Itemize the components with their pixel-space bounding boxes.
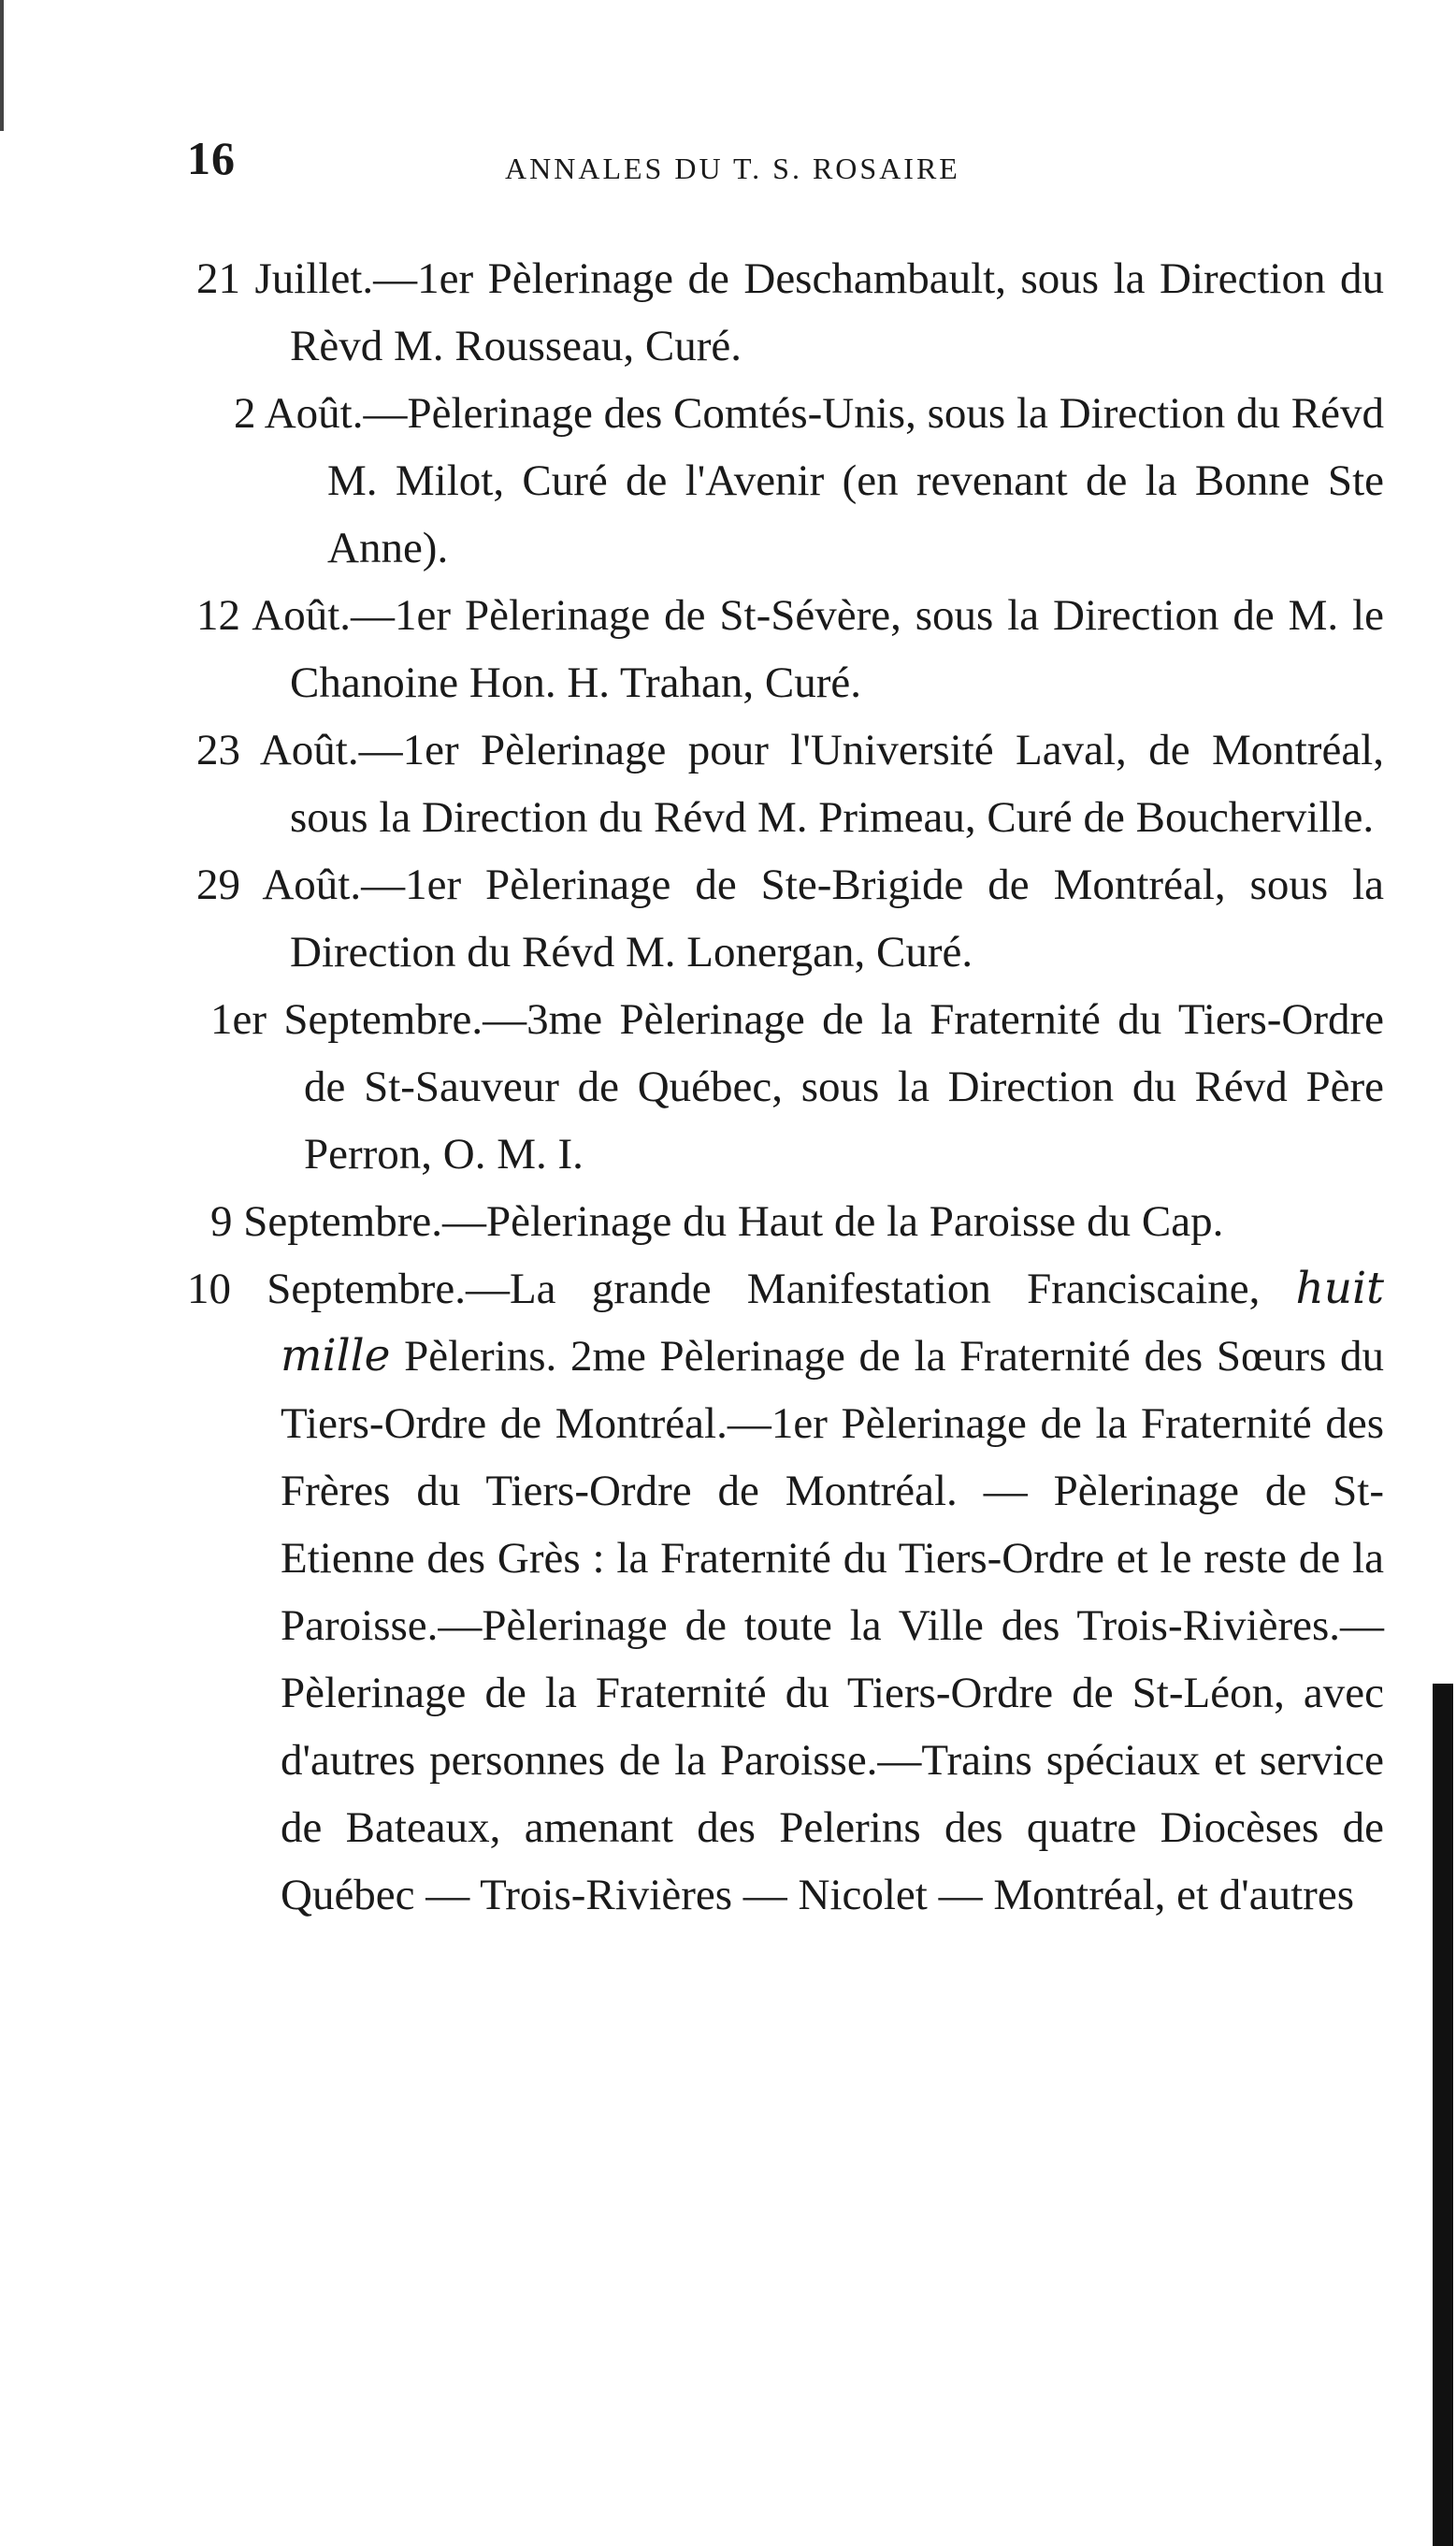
running-title: ANNALES DU T. S. ROSAIRE	[505, 152, 960, 185]
page-header	[187, 131, 1085, 196]
list-item	[192, 986, 1384, 1188]
entry-text: —1er Pèlerinage pour l'Université Laval, de Montréal, sous la Direction du Révd M. Primeau, Curé de Boucherville.	[290, 726, 1384, 842]
pilgrimage-list	[178, 245, 1384, 1929]
entry-date: 2 Août.	[234, 389, 364, 438]
entry-text: —1er Pèlerinage de Deschambault, sous la Direction du Rèvd M. Rousseau, Curé.	[290, 254, 1384, 370]
entry-text: —Pèlerinage du Haut de la Paroisse du Cap.	[442, 1197, 1224, 1246]
list-item	[215, 380, 1384, 582]
list-item	[192, 1188, 1384, 1255]
entry-text: —1er Pèlerinage de St-Sévère, sous la Direction de M. le Chanoine Hon. H. Trahan, Curé.	[290, 591, 1384, 707]
list-item	[168, 1255, 1384, 1929]
entry-date: 29 Août.	[196, 861, 362, 909]
scan-binding-shadow	[1433, 1684, 1453, 2546]
scan-edge-mark	[0, 0, 4, 131]
list-item	[178, 716, 1384, 851]
list-item	[178, 582, 1384, 716]
entry-date: 10 Septembre.	[187, 1265, 466, 1313]
entry-date: 21 Juillet.	[196, 254, 374, 303]
entry-date: 12 Août.	[196, 591, 352, 640]
entry-date: 1er Septembre.	[210, 995, 483, 1044]
entry-date: 23 Août.	[196, 726, 359, 774]
entry-date: 9 Septembre.	[210, 1197, 442, 1246]
italic-emphasis: huit mille	[281, 1263, 1384, 1381]
page-number: 16	[187, 132, 236, 184]
entry-text-after-italic: Pèlerins. 2me Pèlerinage de la Fraternité des Sœurs du Tiers-Ordre de Montréal.—1er Pèlerinage de la Fraternité des Frères du Tiers-Ordre de Montréal. — Pèlerinage de St-Etienne des Grès : la Fraternité du Tiers-Ordre et le reste de la Paroisse.—Pèlerinage de toute la Ville des Trois-Rivières.—Pèlerinage de la Fraternité du Tiers-Ordre de St-Léon, avec d'autres personnes de la Paroisse.—Trains spéciaux et service de Bateaux, amenant des Pelerins des quatre Diocèses de Québec — Trois-Rivières — Nicolet — Montréal, et d'autres	[281, 1332, 1384, 1919]
entry-text: —Pèlerinage des Comtés-Unis, sous la Direction du Révd M. Milot, Curé de l'Avenir (en revenant de la Bonne Ste Anne).	[327, 389, 1384, 572]
list-item	[178, 851, 1384, 986]
entry-text: —3me Pèlerinage de la Fraternité du Tiers-Ordre de St-Sauveur de Québec, sous la Direction du Révd Père Perron, O. M. I.	[304, 995, 1384, 1179]
list-item	[178, 245, 1384, 380]
entry-text-before-italic: —La grande Manifestation Franciscaine,	[465, 1265, 1296, 1313]
entry-text: —1er Pèlerinage de Ste-Brigide de Montréal, sous la Direction du Révd M. Lonergan, Curé.	[290, 861, 1384, 976]
